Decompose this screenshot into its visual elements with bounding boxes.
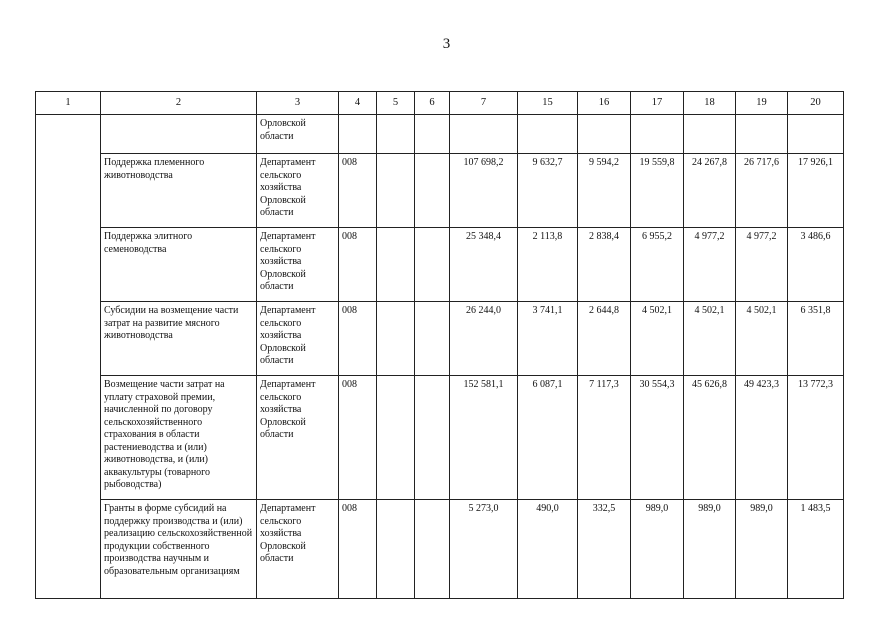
cell-v15: 490,0 bbox=[518, 500, 578, 599]
cell-name: Возмещение части затрат на уплату страховой премии, начисленной по договору сельскохозяйственного страхования в области растениеводства и (или) животноводства, и (или) аквакультуры (товарного рыбоводства) bbox=[101, 376, 257, 500]
cell-name bbox=[101, 115, 257, 154]
cell-v7: 26 244,0 bbox=[450, 302, 518, 376]
cell-v19 bbox=[736, 115, 788, 154]
column-header: 2 bbox=[101, 92, 257, 115]
cell-v15 bbox=[518, 115, 578, 154]
cell-v19: 4 977,2 bbox=[736, 228, 788, 302]
cell-v19: 989,0 bbox=[736, 500, 788, 599]
cell-v19: 49 423,3 bbox=[736, 376, 788, 500]
cell-v15: 9 632,7 bbox=[518, 154, 578, 228]
cell-v7: 25 348,4 bbox=[450, 228, 518, 302]
cell-v18: 989,0 bbox=[684, 500, 736, 599]
cell-col5 bbox=[377, 115, 415, 154]
cell-code bbox=[339, 115, 377, 154]
column-header: 6 bbox=[415, 92, 450, 115]
cell-col6 bbox=[415, 228, 450, 302]
cell-dept: Орловской области bbox=[257, 115, 339, 154]
cell-v16: 2 838,4 bbox=[578, 228, 631, 302]
cell-dept: Департамент сельского хозяйства Орловской области bbox=[257, 154, 339, 228]
cell-v16 bbox=[578, 115, 631, 154]
column-header: 5 bbox=[377, 92, 415, 115]
cell-v17: 4 502,1 bbox=[631, 302, 684, 376]
cell-dept: Департамент сельского хозяйства Орловской области bbox=[257, 302, 339, 376]
cell-v20: 13 772,3 bbox=[788, 376, 844, 500]
cell-col5 bbox=[377, 376, 415, 500]
cell-v17: 6 955,2 bbox=[631, 228, 684, 302]
column-header: 15 bbox=[518, 92, 578, 115]
cell-col6 bbox=[415, 376, 450, 500]
cell-v20: 6 351,8 bbox=[788, 302, 844, 376]
cell-v16: 9 594,2 bbox=[578, 154, 631, 228]
cell-v20: 1 483,5 bbox=[788, 500, 844, 599]
cell-dept: Департамент сельского хозяйства Орловской области bbox=[257, 500, 339, 599]
cell-v20: 17 926,1 bbox=[788, 154, 844, 228]
cell-v7: 107 698,2 bbox=[450, 154, 518, 228]
column-header: 7 bbox=[450, 92, 518, 115]
column-header: 18 bbox=[684, 92, 736, 115]
cell-col6 bbox=[415, 115, 450, 154]
column-header: 17 bbox=[631, 92, 684, 115]
cell-v15: 3 741,1 bbox=[518, 302, 578, 376]
column-header: 3 bbox=[257, 92, 339, 115]
column-header: 20 bbox=[788, 92, 844, 115]
table-row bbox=[36, 376, 844, 500]
column-header: 4 bbox=[339, 92, 377, 115]
cell-v7 bbox=[450, 115, 518, 154]
budget-table bbox=[35, 91, 844, 599]
table-row bbox=[36, 115, 844, 154]
table-row bbox=[36, 500, 844, 599]
cell-v15: 2 113,8 bbox=[518, 228, 578, 302]
cell-v17: 989,0 bbox=[631, 500, 684, 599]
page-number: 3 bbox=[442, 36, 451, 52]
cell-col6 bbox=[415, 302, 450, 376]
cell-v16: 332,5 bbox=[578, 500, 631, 599]
cell-v18 bbox=[684, 115, 736, 154]
cell-col5 bbox=[377, 228, 415, 302]
cell-v19: 26 717,6 bbox=[736, 154, 788, 228]
cell-v7: 5 273,0 bbox=[450, 500, 518, 599]
cell-name: Гранты в форме субсидий на поддержку производства и (или) реализацию сельскохозяйственной продукции собственного производства научным и образовательным организациям bbox=[101, 500, 257, 599]
cell-col1 bbox=[36, 115, 101, 599]
column-header: 19 bbox=[736, 92, 788, 115]
cell-code: 008 bbox=[339, 500, 377, 599]
cell-col6 bbox=[415, 154, 450, 228]
header-row bbox=[36, 92, 844, 115]
cell-v17 bbox=[631, 115, 684, 154]
cell-name: Поддержка элитного семеноводства bbox=[101, 228, 257, 302]
cell-col5 bbox=[377, 154, 415, 228]
cell-name: Поддержка племенного животноводства bbox=[101, 154, 257, 228]
cell-v16: 2 644,8 bbox=[578, 302, 631, 376]
cell-v20 bbox=[788, 115, 844, 154]
cell-code: 008 bbox=[339, 228, 377, 302]
cell-col5 bbox=[377, 302, 415, 376]
cell-v18: 4 977,2 bbox=[684, 228, 736, 302]
cell-code: 008 bbox=[339, 154, 377, 228]
cell-code: 008 bbox=[339, 302, 377, 376]
cell-v16: 7 117,3 bbox=[578, 376, 631, 500]
cell-v18: 4 502,1 bbox=[684, 302, 736, 376]
cell-dept: Департамент сельского хозяйства Орловской области bbox=[257, 376, 339, 500]
cell-v17: 19 559,8 bbox=[631, 154, 684, 228]
cell-name: Субсидии на возмещение части затрат на развитие мясного животноводства bbox=[101, 302, 257, 376]
column-header: 1 bbox=[36, 92, 101, 115]
column-header: 16 bbox=[578, 92, 631, 115]
cell-col5 bbox=[377, 500, 415, 599]
cell-code: 008 bbox=[339, 376, 377, 500]
cell-v18: 45 626,8 bbox=[684, 376, 736, 500]
table-row bbox=[36, 228, 844, 302]
cell-v20: 3 486,6 bbox=[788, 228, 844, 302]
cell-v7: 152 581,1 bbox=[450, 376, 518, 500]
cell-v19: 4 502,1 bbox=[736, 302, 788, 376]
cell-col6 bbox=[415, 500, 450, 599]
cell-v17: 30 554,3 bbox=[631, 376, 684, 500]
cell-v18: 24 267,8 bbox=[684, 154, 736, 228]
cell-dept: Департамент сельского хозяйства Орловской области bbox=[257, 228, 339, 302]
cell-v15: 6 087,1 bbox=[518, 376, 578, 500]
table-row bbox=[36, 154, 844, 228]
table-row bbox=[36, 302, 844, 376]
